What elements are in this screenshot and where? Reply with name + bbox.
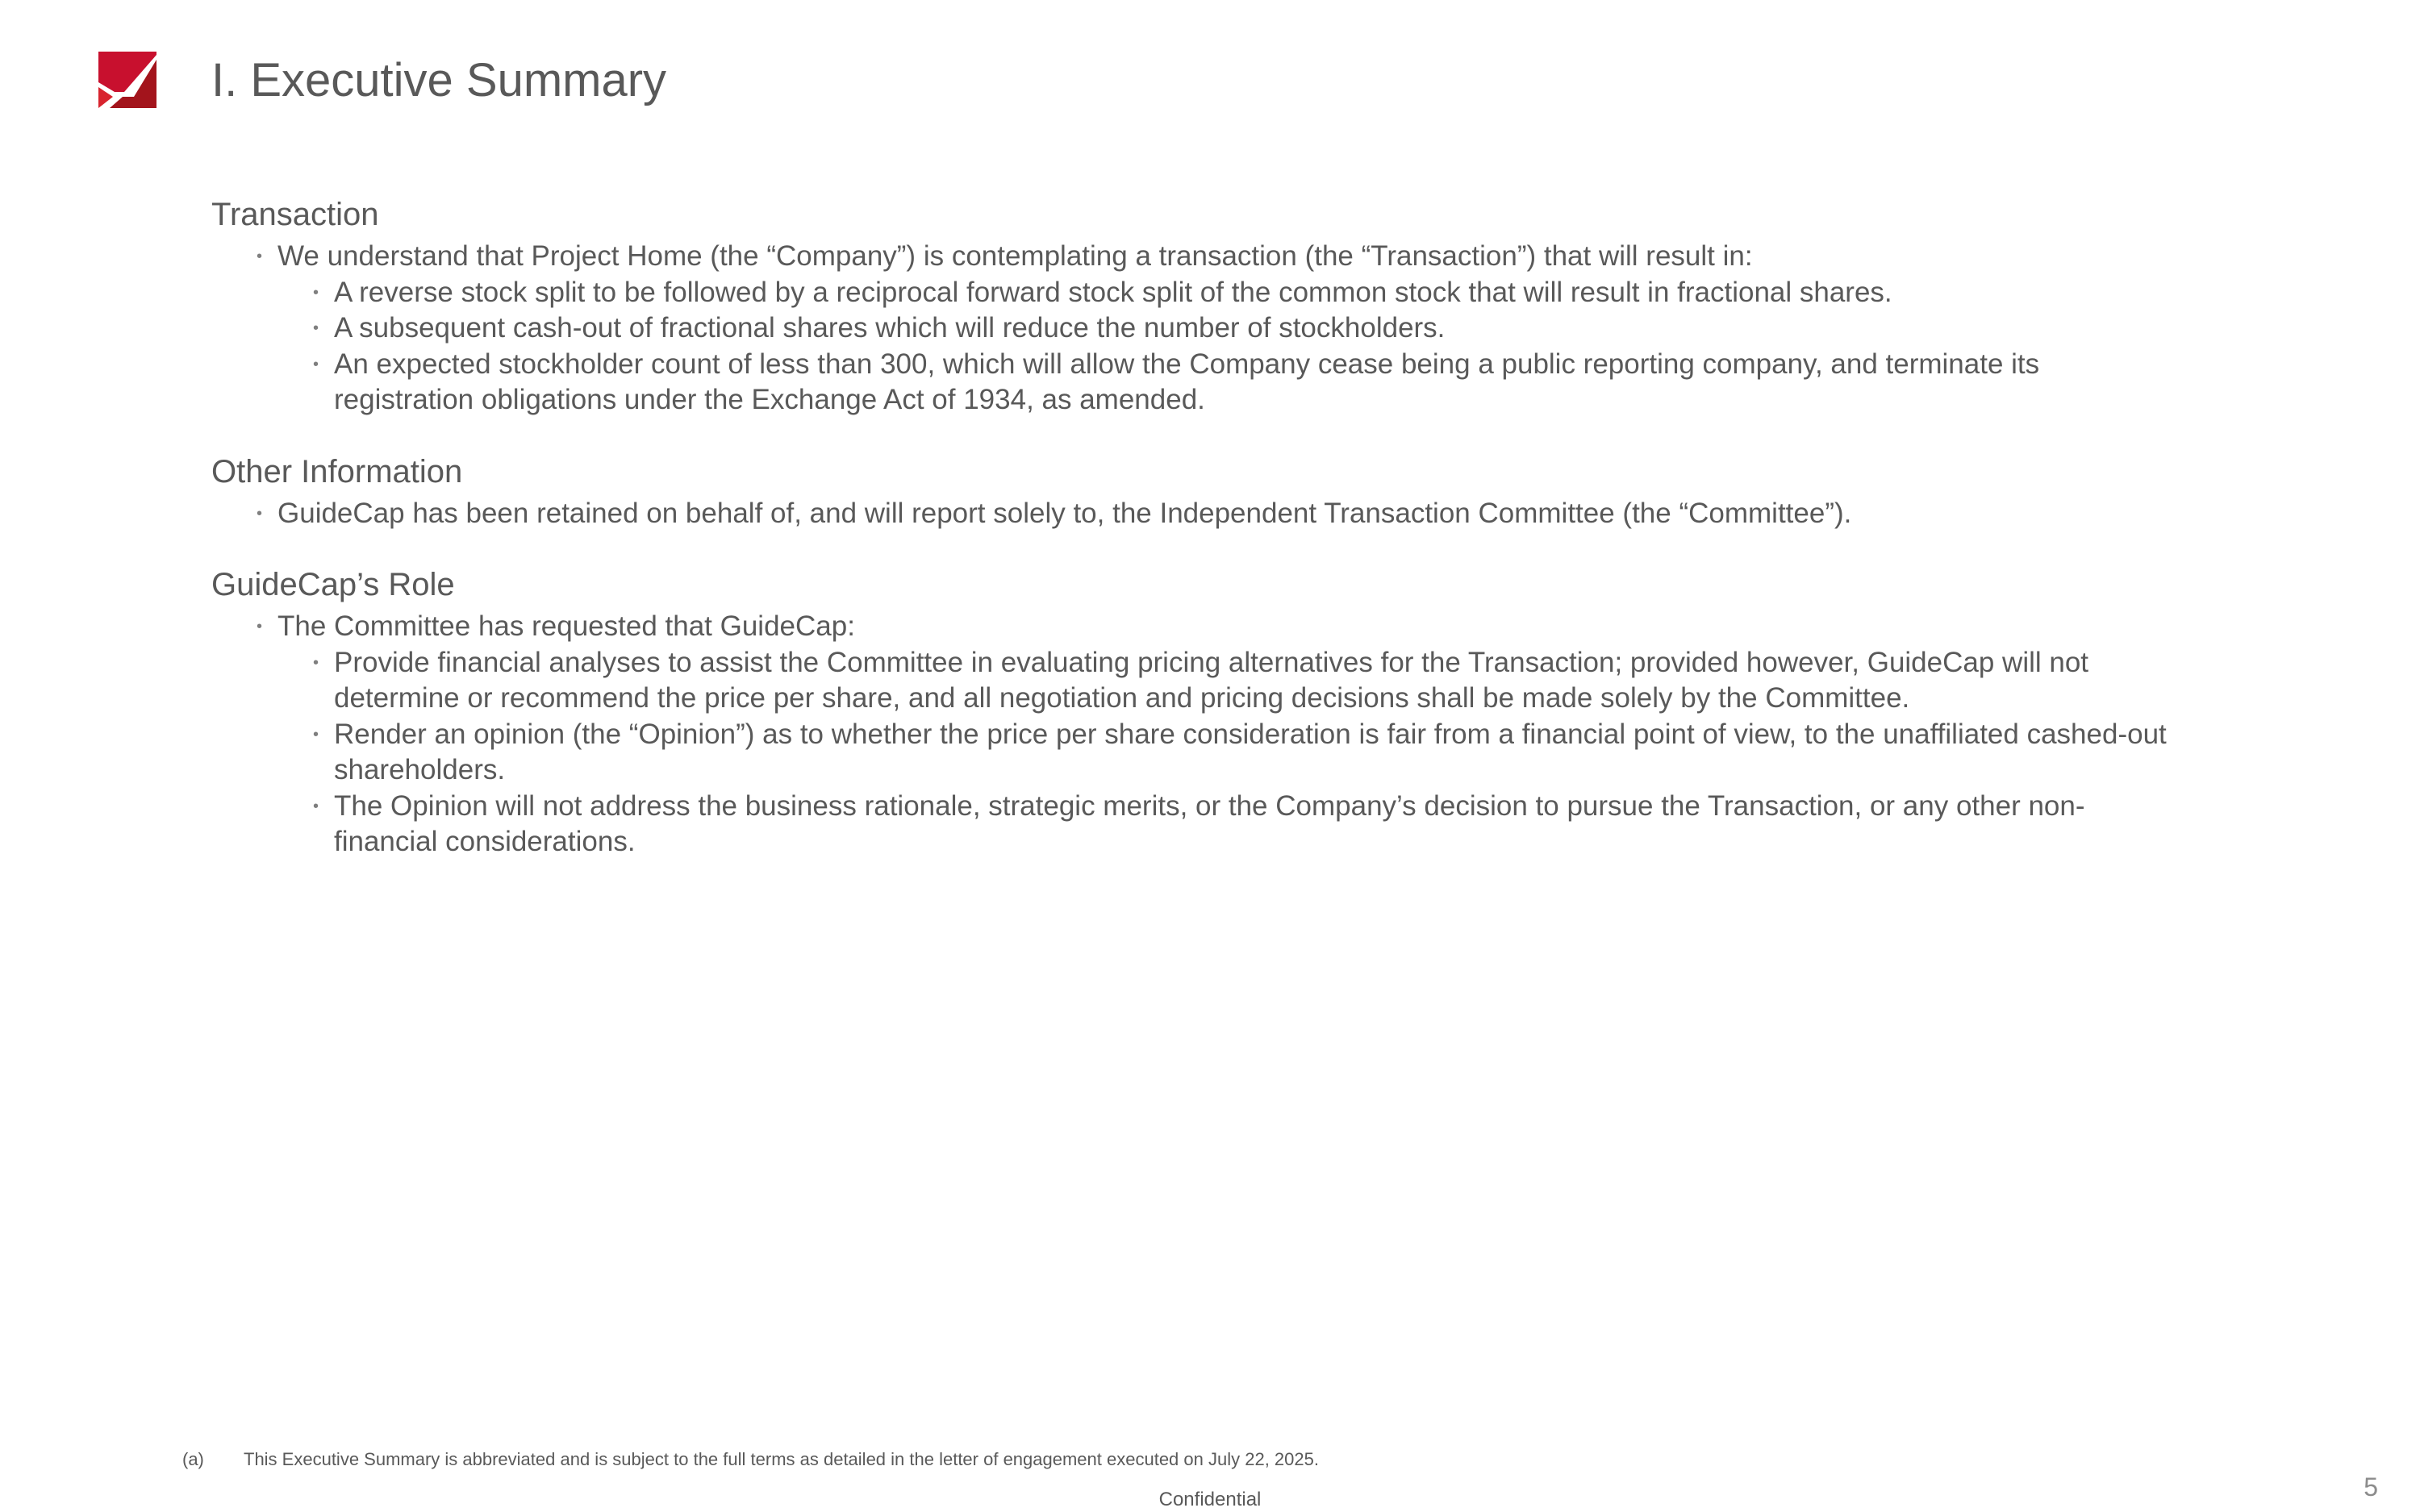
bullet-text: The Committee has requested that GuideCap: [277,610,855,642]
bullet-text: An expected stockholder count of less than 300, which will allow the Company cease being a public reporting company, and terminate its registration obligations under the Exchange Act of 1934, as amended. [334,348,2040,415]
bullet-text: A subsequent cash-out of fractional shares which will reduce the number of stockholders. [334,312,1446,344]
bullet-dot-icon: • [313,725,319,744]
bullet-dot-icon: • [313,355,319,373]
bullet-dot-icon: • [257,504,263,523]
bullet-text: A reverse stock split to be followed by a reciprocal forward stock split of the common stock that will result in fractional shares. [334,276,1892,308]
bullet-dot-icon: • [257,248,263,265]
bullet-item [211,496,2180,532]
footnote-text: This Executive Summary is abbreviated and is subject to the full terms as detailed in the letter of engagement executed on July 22, 2025. [244,1449,1319,1469]
footnote-marker: (a) [182,1449,204,1469]
confidential-label: Confidential [1158,1489,1262,1510]
section-heading: Transaction [211,197,379,232]
section-heading: Other Information [211,453,463,489]
sub-bullet-item [211,310,2180,347]
section-transaction [211,190,2180,419]
bullet-dot-icon: • [313,797,319,815]
page-title: I. Executive Summary [211,54,667,106]
section-heading: GuideCap’s Role [211,567,455,602]
bullet-dot-icon: • [313,319,319,337]
bullet-item [211,239,2180,275]
bullet-text: Render an opinion (the “Opinion”) as to whether the price per share consideration is fair from a financial point of view, to the unaffiliated cashed-out shareholders. [334,718,2167,785]
sub-bullet-item [211,789,2180,860]
section-guidecap-role [211,560,2180,860]
sub-bullet-item [211,645,2180,717]
footnote [182,1448,1319,1471]
bullet-text: Provide financial analyses to assist the Committee in evaluating pricing alternatives for the Transaction; provided however, GuideCap will not determine or recommend the price per share, and all negotiation and pricing decisions shall be made solely by the Committee. [334,646,2089,714]
brand-logo-icon [98,52,156,108]
bullet-dot-icon: • [313,653,319,672]
bullet-text: GuideCap has been retained on behalf of, and will report solely to, the Independent Transaction Committee (the “Committee”). [277,497,1852,529]
summary-content [211,190,2180,889]
bullet-text: We understand that Project Home (the “Company”) is contemplating a transaction (the “Transaction”) that will result in: [277,240,1753,272]
sub-bullet-item [211,347,2180,419]
sub-bullet-item [211,275,2180,311]
bullet-text: The Opinion will not address the business rationale, strategic merits, or the Company’s decision to pursue the Transaction, or any other non-financial considerations. [334,789,2085,857]
bullet-dot-icon: • [313,283,319,302]
page-number: 5 [2364,1472,2378,1502]
bullet-item [211,609,2180,645]
bullet-dot-icon: • [257,618,263,635]
section-other-information [211,448,2180,532]
sub-bullet-item [211,717,2180,789]
